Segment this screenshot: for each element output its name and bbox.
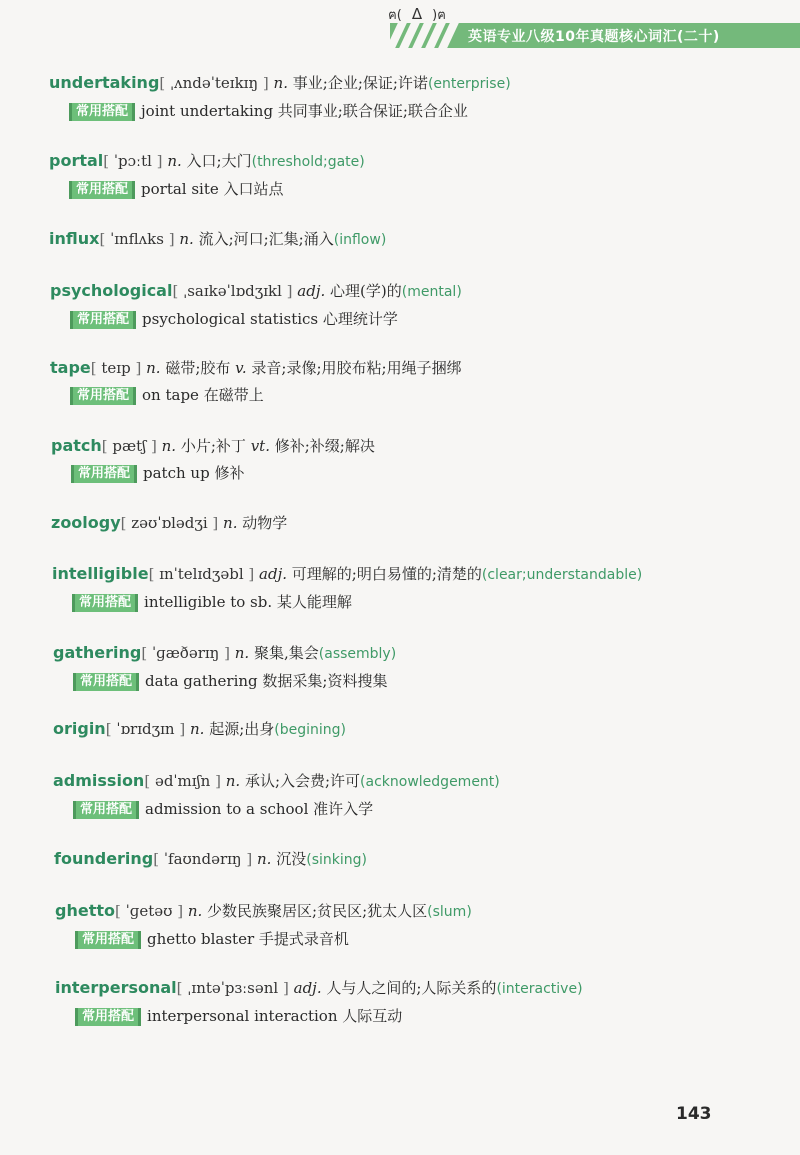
entry-gathering xyxy=(53,642,800,692)
definition-2: 修补;补缀;解决 xyxy=(274,437,375,455)
collocation-tag: 常用搭配 xyxy=(73,801,139,819)
part-of-speech: n. xyxy=(273,74,288,92)
headword: undertaking xyxy=(49,73,160,92)
definition: 入口;大门 xyxy=(186,152,252,170)
headword: intelligible xyxy=(52,564,149,583)
phonetic: [ ˈɪnflʌks ] xyxy=(99,230,175,248)
collocation-line xyxy=(55,928,800,950)
headword: zoology xyxy=(51,513,121,532)
collocation-line xyxy=(53,798,800,820)
phonetic: [ ˈɡetəʊ ] xyxy=(114,902,184,920)
collocation-tag: 常用搭配 xyxy=(69,181,135,199)
phonetic: [ ədˈmɪʃn ] xyxy=(144,772,221,790)
definition: 可理解的;明白易懂的;清楚的 xyxy=(291,565,482,583)
part-of-speech: n. xyxy=(234,644,250,662)
part-of-speech-2: v. xyxy=(235,359,247,377)
collocation-example: admission to a school 准许入学 xyxy=(145,800,374,818)
synonyms: (threshold;gate) xyxy=(251,154,365,170)
definition: 磁带;胶布 xyxy=(165,359,231,377)
synonyms: (acknowledgement) xyxy=(360,774,500,790)
synonyms: (interactive) xyxy=(496,981,583,997)
headword: influx xyxy=(49,229,100,248)
entry-influx xyxy=(49,228,800,251)
entry-patch xyxy=(51,435,800,484)
collocation-tag: 常用搭配 xyxy=(70,311,136,329)
phonetic: [ zəʊˈɒlədʒi ] xyxy=(120,514,219,532)
headword: foundering xyxy=(54,849,154,868)
headword: patch xyxy=(51,436,102,455)
entry-tape xyxy=(50,357,800,406)
part-of-speech: n. xyxy=(146,359,161,377)
synonyms: (slum) xyxy=(427,904,472,920)
collocation-line xyxy=(49,100,800,122)
phonetic: [ ɪnˈtelɪdʒəbl ] xyxy=(148,565,255,583)
part-of-speech: adj. xyxy=(259,565,287,583)
collocation-tag: 常用搭配 xyxy=(73,673,139,691)
collocation-tag: 常用搭配 xyxy=(75,931,141,949)
part-of-speech: adj. xyxy=(297,282,326,300)
collocation-example: psychological statistics 心理统计学 xyxy=(142,310,398,328)
headword: gathering xyxy=(53,643,142,662)
header-stripes xyxy=(392,23,458,48)
part-of-speech: n. xyxy=(189,720,205,738)
entry-intelligible xyxy=(52,563,800,613)
definition: 动物学 xyxy=(242,514,288,532)
page-number: 143 xyxy=(676,1104,712,1124)
definition: 人与人之间的;人际关系的 xyxy=(326,979,497,997)
definition: 事业;企业;保证;许诺 xyxy=(292,74,428,92)
entry-interpersonal xyxy=(55,977,800,1027)
headword: origin xyxy=(53,719,106,738)
collocation-tag: 常用搭配 xyxy=(71,465,137,483)
phonetic: [ teɪp ] xyxy=(90,359,142,377)
phonetic: [ pætʃ ] xyxy=(101,437,157,455)
collocation-line xyxy=(55,1005,800,1027)
entry-foundering xyxy=(54,848,800,871)
definition: 少数民族聚居区;贫民区;犹太人区 xyxy=(207,902,428,920)
entry-zoology xyxy=(51,512,800,534)
collocation-example: interpersonal interaction 人际互动 xyxy=(147,1007,403,1025)
part-of-speech: n. xyxy=(187,902,203,920)
entry-undertaking xyxy=(49,72,800,122)
part-of-speech: n. xyxy=(223,514,238,532)
collocation-example: portal site 入口站点 xyxy=(141,180,284,198)
collocation-example: ghetto blaster 手提式录音机 xyxy=(147,930,349,948)
entry-ghetto xyxy=(55,900,800,950)
part-of-speech: n. xyxy=(161,437,177,455)
headword: interpersonal xyxy=(55,978,177,997)
phonetic: [ ˌʌndəˈteɪkɪŋ ] xyxy=(159,74,269,92)
phonetic: [ ˈɒrɪdʒɪn ] xyxy=(105,720,186,738)
definition: 承认;入会费;许可 xyxy=(244,772,361,790)
phonetic: [ ˈpɔːtl ] xyxy=(103,152,163,170)
entry-portal xyxy=(49,150,800,200)
part-of-speech: n. xyxy=(179,230,194,248)
synonyms: (assembly) xyxy=(318,646,397,662)
collocation-example: intelligible to sb. 某人能理解 xyxy=(144,593,352,611)
phonetic: [ ˈɡæðərɪŋ ] xyxy=(141,644,230,662)
collocation-line xyxy=(53,670,800,692)
definition: 流入;河口;汇集;涌入 xyxy=(198,230,334,248)
headword: admission xyxy=(53,771,145,790)
headword: portal xyxy=(49,151,104,170)
definition: 小片;补丁 xyxy=(180,437,246,455)
phonetic: [ ˈfaʊndərɪŋ ] xyxy=(153,850,253,868)
entry-admission xyxy=(53,770,800,820)
collocation-example: data gathering 数据采集;资料搜集 xyxy=(145,672,388,690)
part-of-speech-2: vt. xyxy=(250,437,270,455)
definition: 聚集,集会 xyxy=(253,644,319,662)
top-decoration xyxy=(362,4,472,24)
collocation-line xyxy=(50,308,800,330)
synonyms: (begining) xyxy=(274,722,346,738)
collocation-example: on tape 在磁带上 xyxy=(142,386,264,404)
collocation-line xyxy=(51,462,800,484)
collocation-tag: 常用搭配 xyxy=(70,387,136,405)
synonyms: (sinking) xyxy=(306,852,367,868)
headword: psychological xyxy=(50,281,173,300)
collocation-line xyxy=(52,591,800,613)
collocation-tag: 常用搭配 xyxy=(69,103,135,121)
entry-psychological xyxy=(50,280,800,330)
synonyms: (clear;understandable) xyxy=(481,567,643,583)
part-of-speech: adj. xyxy=(293,979,322,997)
running-title: 英语专业八级10年真题核心词汇(二十) xyxy=(468,29,720,45)
definition: 沉没 xyxy=(276,850,307,868)
phonetic: [ ˌɪntəˈpɜːsənl ] xyxy=(176,979,289,997)
definition-2: 录音;录像;用胶布粘;用绳子捆绑 xyxy=(251,359,462,377)
part-of-speech: n. xyxy=(257,850,272,868)
collocation-tag: 常用搭配 xyxy=(72,594,138,612)
definition: 起源;出身 xyxy=(209,720,275,738)
entry-origin xyxy=(53,718,800,741)
part-of-speech: n. xyxy=(167,152,182,170)
collocation-tag: 常用搭配 xyxy=(75,1008,141,1026)
top-mark-right: )ฅ xyxy=(432,8,446,23)
collocation-example: joint undertaking 共同事业;联合保证;联合企业 xyxy=(141,102,468,120)
synonyms: (enterprise) xyxy=(427,76,511,92)
headword: tape xyxy=(50,358,91,377)
synonyms: (mental) xyxy=(401,284,462,300)
definition: 心理(学)的 xyxy=(330,282,402,300)
triangle-icon: Δ xyxy=(411,5,423,23)
collocation-line xyxy=(50,384,800,406)
top-mark-left: ฅ( xyxy=(388,8,402,23)
collocation-example: patch up 修补 xyxy=(143,464,245,482)
collocation-line xyxy=(49,178,800,200)
synonyms: (inflow) xyxy=(333,232,387,248)
headword: ghetto xyxy=(55,901,115,920)
phonetic: [ ˌsaɪkəˈlɒdʒɪkl ] xyxy=(172,282,293,300)
part-of-speech: n. xyxy=(225,772,241,790)
